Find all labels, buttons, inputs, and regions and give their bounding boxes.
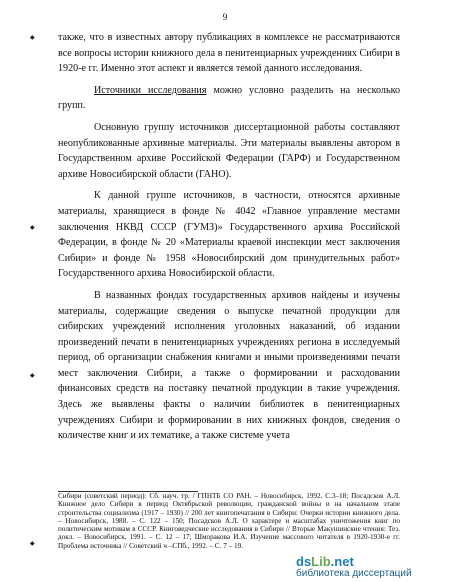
sources-heading: Источники исследования (94, 84, 207, 96)
scan-mark: ◆ (30, 541, 35, 547)
watermark (296, 553, 446, 579)
paragraph-5: В названных фондах государственных архивов найдены и изучены материалы, содержащие сведения о выпуске печатной продукции для сибирских учреждений исполнения уголовных наказаний, об издании произведений печати в пенитенциарных учреждениях региона в исследуемый период, об организации снабжения книгами и иными произведениями печати мест заключения Сибири, а также о формировании и расходовании финансовых средств на поставку печатной продукции в такие учреждения. Здесь же выявлены факты о наличии библиотек в пенитенциарных учреждениях Сибири и формировании в них книжных фондов, сведения о количестве книг и их тематике, а также системе учета (58, 289, 400, 442)
scan-mark: ◆ (30, 225, 35, 231)
watermark-subtitle: библиотека диссертаций (296, 568, 412, 579)
paragraph-4: К данной группе источников, в частности, относятся архивные материалы, хранящиеся в фонде № 4042 «Главное управление местами заключения НКВД СССР (ГУМЗ)» Государственного архива Российской Федерации, в фонде № 20 «Материалы краевой инспекции мест заключения Сибири» и фонде № 1958 «Новосибирский дом принудительных работ» Государственного архива Новосибирской области. (58, 190, 400, 280)
paragraph-2-rest: можно условно разделить на несколько групп. (58, 84, 401, 112)
footnote: Сибири (советский период): Сб. науч. тр. / ГПНТБ СО РАН. – Новосибирск, 1992. С.3–18; Посадсков А.Л. Книжное дело Сибири в период Октябрьской революции, гражданской войны и на начальном этапе строительства социализма (1917 – 1930) // 200 лет книгопечатания в Сибири: Очерки истории книжного дела. – Новосибирск, 1988. – С. 122 – 150; Посадсков А.Л. О характере и масштабах уничтожения книг по политическим мотивам в СССР. Книговедческие исследования в Сибири // Вторые Макушинские чтения: Тез. докл. – Новосибирск, 1991. – С. 12 – 17; Шморакова И.А. Изучение массового читателя в 1920-1930-е гг. Проблема источника // Советский ч –СПб., 1992. – С. 7 – 19. (58, 492, 400, 550)
paragraph-2 (58, 83, 400, 114)
paragraph-3: Основную группу источников диссертационной работы составляют неопубликованные архивные материалы. Эти материалы выявлены автором в Государственном архиве Российской Федерации (ГАРФ) и Государственном архиве Новосибирской области (ГАНО). (58, 121, 400, 180)
paragraph-1: также, что в известных автору публикациях в комплексе не рассматриваются все вопросы истории книжного дела в пенитенциарных учреждениях Сибири в 1920-е гг. Именно этот аспект и является темой данного исследования. (58, 32, 400, 75)
scan-mark: ◆ (30, 373, 35, 379)
page-number: 9 (222, 12, 228, 22)
scan-mark: ◆ (30, 35, 35, 41)
watermark-logo: dsLib.net (296, 554, 354, 569)
main-text (58, 30, 400, 444)
